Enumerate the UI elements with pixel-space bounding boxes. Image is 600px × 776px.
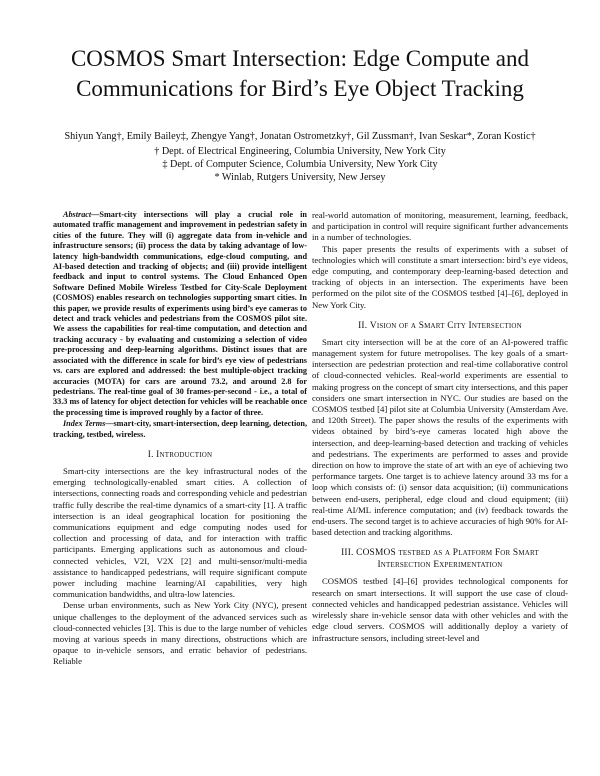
section-1-number: I.	[147, 449, 154, 460]
left-column	[53, 210, 307, 668]
title-line-2: Communications for Bird’s Eye Object Tracking	[76, 76, 524, 101]
affiliation-cs: ‡ Dept. of Computer Science, Columbia University, New York City	[162, 159, 438, 170]
intro-paragraph-1: Smart-city intersections are the key infrastructural nodes of the emerging technologically-enabled smart cities. A collection of intersections, connecting roads and corresponding vehicle and pedestrian traffic fully describe the real-time dynamics of a smart-city [1]. A traffic intersection is an ideal geographical location for positioning the communications equipment and edge computing nodes used for collection and processing of data, and for interaction with traffic participants. Emerging applications such as autonomous and cloud-connected vehicles, V2I, V2X [2] and multi-sensor/multi-media assistance to handicapped pedestrians, will require significant compute power including machine learning/AI capabilities, very high communication bandwidths, and ultra-low latencies.	[53, 465, 307, 600]
author-list: Shiyun Yang†, Emily Bailey‡, Zhengye Yang†, Jonatan Ostrometzky†, Gil Zussman†, Ivan Seskar*, Zoran Kostic†	[64, 131, 536, 142]
testbed-paragraph-1: COSMOS testbed [4]–[6] provides technological components for research on smart intersections. It will support the use case of cloud-connected vehicles and handicapped pedestrian assistance. Vehicles will wirelessly share in-vehicle sensor data with other vehicles and with the edge cloud servers. COSMOS will additionally deploy a variety of infrastructure sensors, including street-level and	[312, 576, 568, 643]
intro-paragraph-4: This paper presents the results of experiments with a subset of technologies which will constitute a smart intersection: bird’s eye videos, edge computing, and contemporary deep-learning-based detection and tracking of objects in an intersection. The experiments have been performed on the pilot site of the COSMOS testbed [4]–[6], deployed in New York City.	[312, 243, 568, 310]
section-3-title-part-2: Intersection Experimentation	[377, 560, 503, 571]
section-1-heading	[53, 449, 307, 461]
index-terms	[53, 419, 307, 440]
affiliation-winlab: * Winlab, Rutgers University, New Jersey	[214, 172, 386, 183]
vision-paragraph-1: Smart city intersection will be at the core of an AI-powered traffic management system for future metropolises. The key goals of a smart-intersection are pedestrian protection and real-time collaborative control of cloud-connected vehicles. Real-world experiments are essential to making progress on the concept of smart city intersections, and this paper considers one smart intersection in NYC. Our studies are based on the COSMOS testbed [4] pilot site at Columbia University (Amsterdam Ave. and 120th Street). The paper shows the results of the experiments with videos obtained by bird’s-eye cameras located high above the intersection, and deep-learning-based detection and tracking of vehicles and pedestrians. The experiments are performed to asses and provide direction on how to improve the state of art with an eye of achieving two performance targets. One target is to achieve latency around 33 ms for a loop which consists of: (i) sensor data acquisition; (ii) communications between end-users, peripheral, edge cloud and cloud equipment; (iii) real-time AI/ML inference computation; and (iv) feedback towards the end-users. The second target is to achieve accuracies of high 90% for AI-based detection and tracking algorithms.	[312, 336, 568, 538]
section-3-title-cosmos: COSMOS	[356, 548, 396, 559]
section-2-heading	[312, 320, 568, 332]
intro-paragraph-2: Dense urban environments, such as New York City (NYC), present unique challenges to the deployment of the advanced services such as cloud-connected vehicles [3]. This is due to the large number of vehicles moving at various speeds in many directions, obstructions which are opaque to in-vehicle sensors, and erratic behavior of pedestrians. Reliable	[53, 600, 307, 667]
section-2-number: II.	[358, 320, 368, 331]
section-1-title: Introduction	[156, 449, 213, 460]
affiliation-ee: † Dept. of Electrical Engineering, Columbia University, New York City	[154, 146, 446, 157]
abstract-label: Abstract	[63, 210, 92, 219]
index-terms-label: Index Terms	[63, 419, 106, 429]
paper-title	[30, 44, 570, 104]
section-3-number: III.	[341, 548, 354, 559]
abstract	[53, 210, 307, 418]
section-3-heading	[312, 547, 568, 571]
intro-paragraph-3: real-world automation of monitoring, measurement, learning, feedback, and participation in control will require significant further advancements in a number of technologies.	[312, 210, 568, 243]
title-line-1: COSMOS Smart Intersection: Edge Compute and	[70, 46, 530, 71]
abstract-text: —Smart-city intersections will play a crucial role in automated traffic management and improvement in pedestrian safety in cities of the future. They will (i) aggregate data from in-vehicle and infrastructure sensors; (ii) process the data by taking advantage of low-latency high-bandwidth communications, edge-cloud computing, and AI-based detection and tracking of objects; and (iii) provide intelligent feedback and input to control systems. The Cloud Enhanced Open Software Defined Mobile Wireless Testbed for City-Scale Deployment (COSMOS) enables research on technologies supporting smart cities. In this paper, we provide results of experiments using bird’s eye cameras to detect and track vehicles and pedestrians from the COSMOS pilot site. We assess the capabilities for real-time computation, and detection and tracking accuracy - by evaluating and customizing a selection of video pre-processing and deep-learning algorithms. Distinct issues that are associated with the difference in scale for bird’s eye view of pedestrians vs. cars are explored and addressed: the best multiple-object tracking accuracies (MOTA) for cars are around 73.2, and around 2.8 for pedestrians. The real-time goal of 30 frames-per-second - i.e., a total of 33.3 ms of latency for object detection for vehicles will be reachable once the processing time is improved roughly by a factor of three.	[53, 210, 307, 417]
section-3-title-part-1: testbed as a Platform For Smart	[398, 548, 539, 559]
section-2-title: Vision of a Smart City Intersection	[369, 320, 522, 331]
index-terms-text: —smart-city, smart-intersection, deep learning, detection, tracking, testbed, wireless.	[53, 419, 307, 439]
right-column	[312, 210, 568, 644]
